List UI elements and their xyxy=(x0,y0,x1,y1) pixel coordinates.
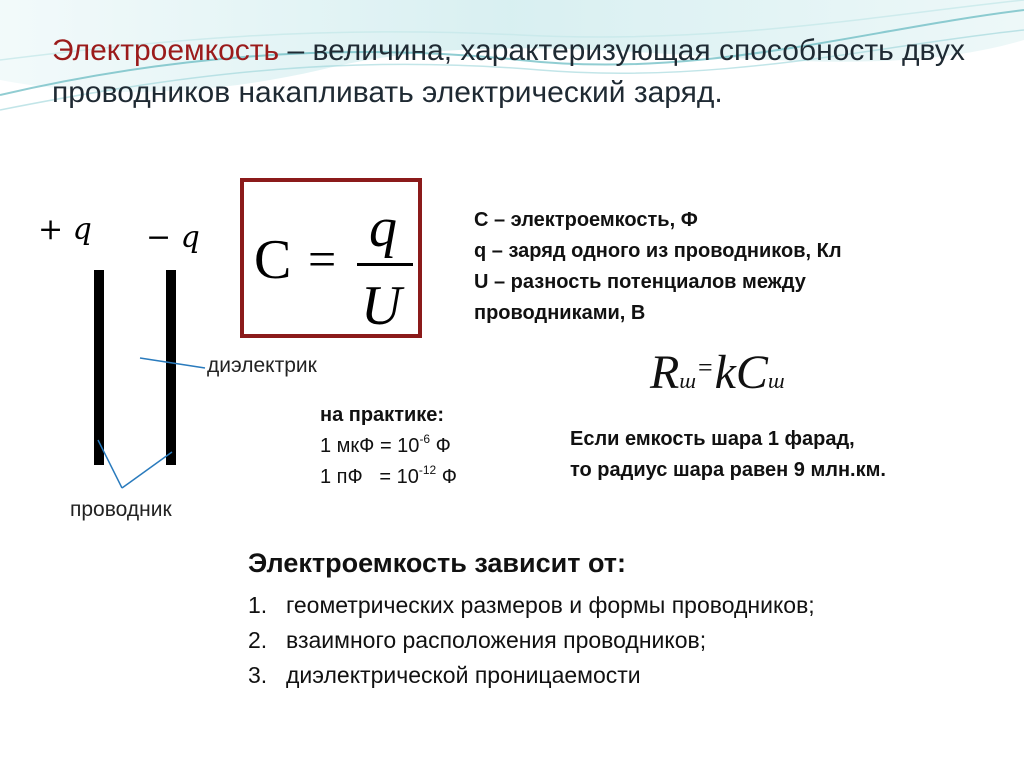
list-item-number: 2. xyxy=(248,627,268,653)
practice-line-picofarad xyxy=(320,462,457,493)
ball-note xyxy=(570,424,1000,486)
ball-note-line-2: то радиус шара равен 9 млн.км. xyxy=(570,459,886,481)
depends-list xyxy=(248,588,815,693)
formula-c: C xyxy=(254,229,292,291)
legend-line-u-cont: проводниками, В xyxy=(474,302,646,324)
picofarad-unit: Ф xyxy=(436,466,457,488)
dielectric-label: диэлектрик xyxy=(207,354,317,377)
picofarad-exponent: -12 xyxy=(418,463,437,477)
practice-line-microfarad xyxy=(320,431,457,462)
microfarad-exponent: -6 xyxy=(419,432,431,446)
list-item xyxy=(248,588,815,623)
definition-title xyxy=(52,30,972,114)
formula-fraction-bar xyxy=(357,263,413,266)
formula-r: R xyxy=(650,346,680,399)
negative-plate xyxy=(166,270,176,465)
picofarad-text: 1 пФ = 10 xyxy=(320,466,419,488)
list-item-text: геометрических размеров и формы проводников; xyxy=(286,592,815,618)
microfarad-unit: Ф xyxy=(430,435,451,457)
title-term: Электроемкость xyxy=(52,34,280,67)
formula-r-equals: = xyxy=(697,353,713,382)
minus-charge-label: − q xyxy=(146,220,200,255)
title-definition: – величина, характеризующая способность двух проводников накапливать электрический заряд. xyxy=(52,34,965,109)
formula-numerator-q: q xyxy=(369,197,397,259)
formula-denominator-u: U xyxy=(361,275,402,337)
practice-units xyxy=(320,400,457,493)
formula-r-subscript: ш xyxy=(679,368,696,393)
practice-heading: на практике: xyxy=(320,404,445,426)
microfarad-text: 1 мкФ = 10 xyxy=(320,435,420,457)
ball-capacitance-formula xyxy=(650,345,785,400)
list-item-text: диэлектрической проницаемости xyxy=(286,662,641,688)
conductor-label: проводник xyxy=(70,498,172,521)
ball-note-line-1: Если емкость шара 1 фарад, xyxy=(570,428,855,450)
formula-c-subscript: ш xyxy=(767,368,785,393)
list-item-number: 3. xyxy=(248,662,268,688)
legend-line-u: U – разность потенциалов между xyxy=(474,271,806,293)
list-item-text: взаимного расположения проводников; xyxy=(286,627,707,653)
list-item xyxy=(248,623,815,658)
formula-legend xyxy=(474,205,974,329)
legend-line-q: q – заряд одного из проводников, Кл xyxy=(474,240,842,262)
list-item-number: 1. xyxy=(248,592,268,618)
depends-heading: Электроемкость зависит от: xyxy=(248,548,626,578)
plus-charge-label: + q xyxy=(38,212,92,247)
list-item xyxy=(248,658,815,693)
formula-equals: = xyxy=(308,231,337,287)
positive-plate xyxy=(94,270,104,465)
conductor-pointer-line-right xyxy=(122,452,172,488)
legend-line-c: С – электроемкость, Ф xyxy=(474,209,698,231)
formula-kc: kC xyxy=(714,346,768,399)
